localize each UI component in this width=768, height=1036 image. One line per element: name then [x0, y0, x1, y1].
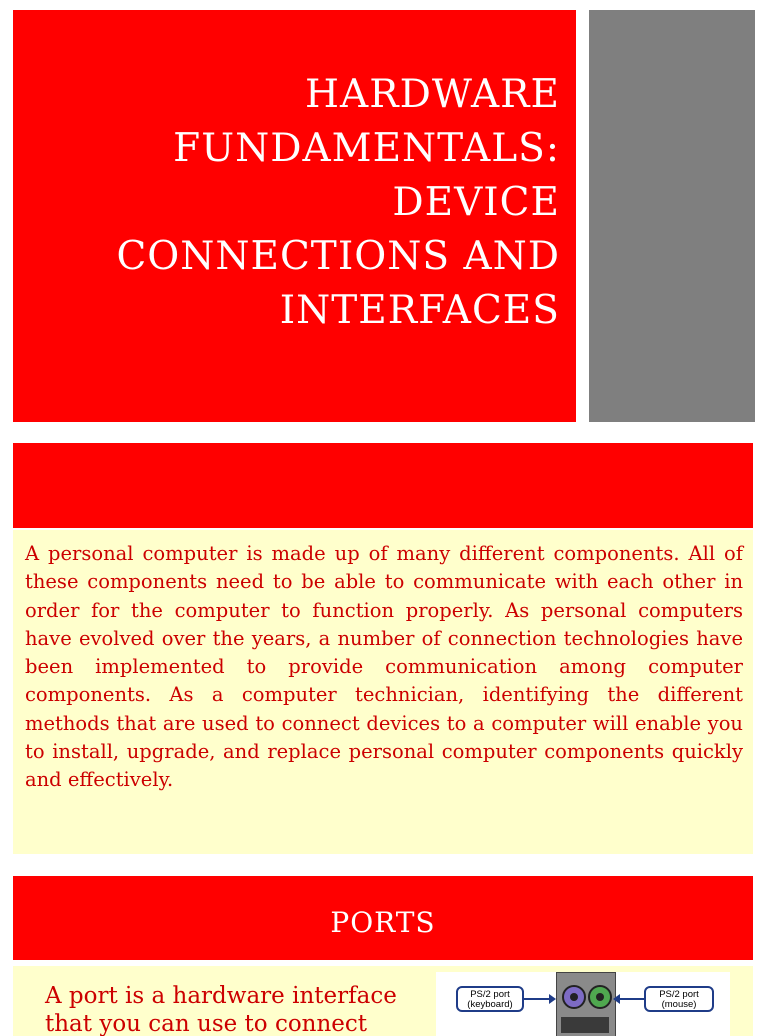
ps2-ports-diagram — [436, 972, 730, 1036]
title-line-5: INTERFACES — [279, 288, 560, 333]
mouse-arrow — [616, 998, 644, 1000]
ps2-keyboard-port-icon — [562, 985, 586, 1009]
title-line-4: CONNECTIONS AND — [116, 234, 560, 279]
section-divider-band — [13, 443, 753, 528]
keyboard-port-label-line2: (keyboard) — [467, 999, 513, 1010]
keyboard-arrow — [524, 998, 552, 1000]
ps2-ports-photo — [556, 972, 616, 1036]
ports-content — [13, 966, 753, 1036]
decorative-grey-panel — [589, 10, 755, 422]
intro-paragraph: A personal computer is made up of many different components. All of these components need to be able to communicate with each other in order for the computer to function properly. As personal computers have evolved over the years, a number of connection technologies have been implemented to provide communication among computer components. As a computer technician, identifying the different methods that are used to connect devices to a computer will enable you to install, upgrade, and replace personal computer components quickly and effectively. — [13, 530, 753, 854]
keyboard-port-label-line1: PS/2 port — [470, 989, 510, 1000]
usb-ports-icon — [561, 1017, 609, 1033]
mouse-port-label — [644, 986, 714, 1012]
title-line-1: HARDWARE — [305, 72, 560, 117]
ports-paragraph: A port is a hardware interface that you can use to connect — [45, 983, 397, 1036]
keyboard-arrow-head — [549, 994, 556, 1004]
ports-heading: PORTS — [13, 876, 753, 960]
title-block — [13, 10, 576, 422]
title-line-3: DEVICE — [392, 180, 560, 225]
keyboard-port-label — [456, 986, 524, 1012]
mouse-port-label-line2: (mouse) — [661, 999, 697, 1010]
mouse-port-label-line1: PS/2 port — [659, 989, 699, 1000]
title-line-2: FUNDAMENTALS: — [173, 126, 560, 171]
ps2-mouse-port-icon — [588, 985, 612, 1009]
